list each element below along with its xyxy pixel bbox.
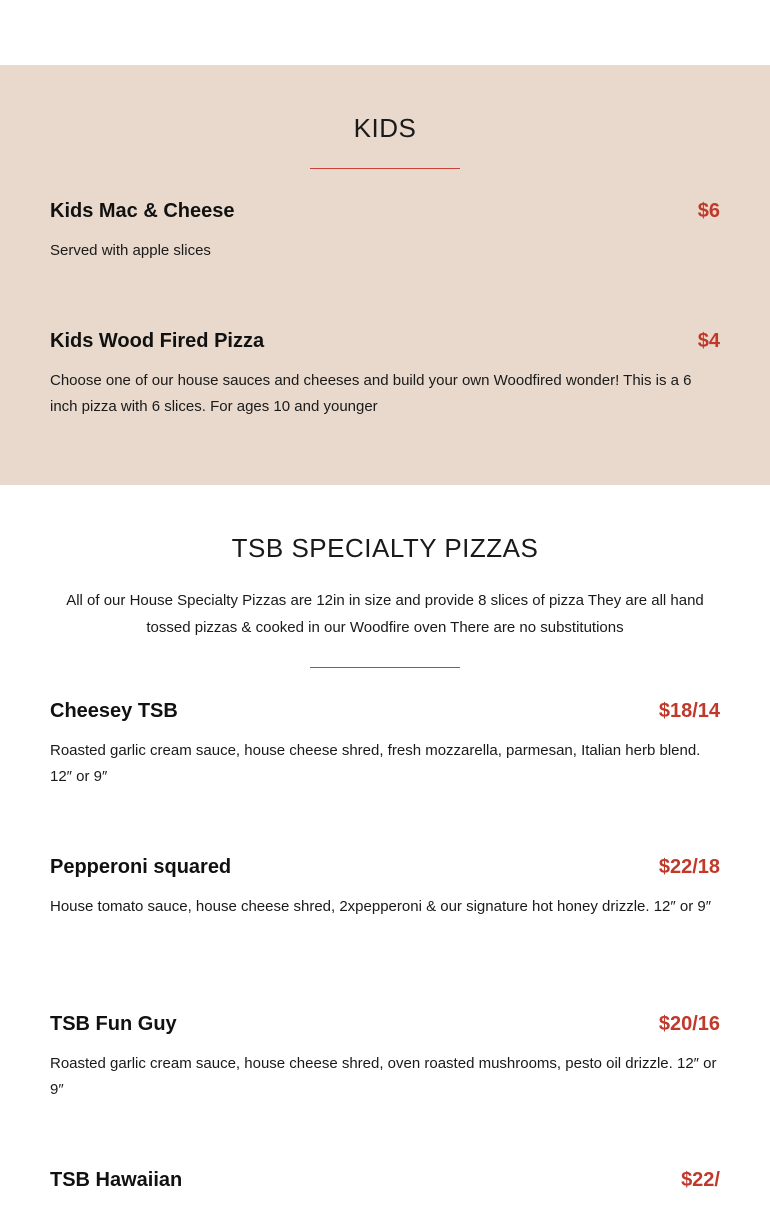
specialty-pizzas-section [0,485,770,1205]
section-divider [310,168,460,169]
item-description: Roasted garlic cream sauce, house cheese shred, fresh mozzarella, parmesan, Italian herb blend. 12″ or 9″ [50,742,701,785]
item-name: TSB Fun Guy [50,1013,177,1035]
item-price: $18/14 [658,700,720,722]
item-name: Kids Wood Fired Pizza [50,330,265,352]
menu-item [50,856,720,966]
item-name: Kids Mac & Cheese [50,200,235,222]
kids-section [0,65,770,485]
item-description: House tomato sauce, house cheese shred, 2xpepperoni & our signature hot honey drizzle. 12″ or 9″ [50,898,712,915]
menu-item [50,330,720,440]
item-description: Choose one of our house sauces and cheeses and build your own Woodfired wonder! This is a 6 inch pizza with 6 slices. For ages 10 and younger [50,372,692,415]
item-description: Roasted garlic cream sauce, house cheese shred, oven roasted mushrooms, pesto oil drizzle. 12″ or 9″ [50,1055,717,1098]
item-name: TSB Hawaiian [50,1169,183,1191]
top-strip [0,0,770,65]
section-title: TSB SPECIALTY PIZZAS [231,533,539,563]
section-divider [310,667,460,668]
item-price: $4 [697,330,720,352]
item-name: Pepperoni squared [50,856,232,878]
item-price: $22/ [681,1169,720,1191]
item-price: $20/16 [658,1013,720,1035]
menu-item [50,1013,720,1123]
item-name: Cheesey TSB [50,700,178,722]
menu-item [50,700,720,810]
menu-item [50,1169,720,1205]
item-price: $6 [697,200,720,222]
section-title: KIDS [353,113,417,143]
section-intro: All of our House Specialty Pizzas are 12in in size and provide 8 slices of pizza They are all hand tossed pizzas & cooked in our Woodfire oven There are no substitutions [66,592,704,636]
item-description: Served with apple slices [50,242,211,259]
menu-item [50,200,720,300]
item-price: $22/18 [658,856,720,878]
